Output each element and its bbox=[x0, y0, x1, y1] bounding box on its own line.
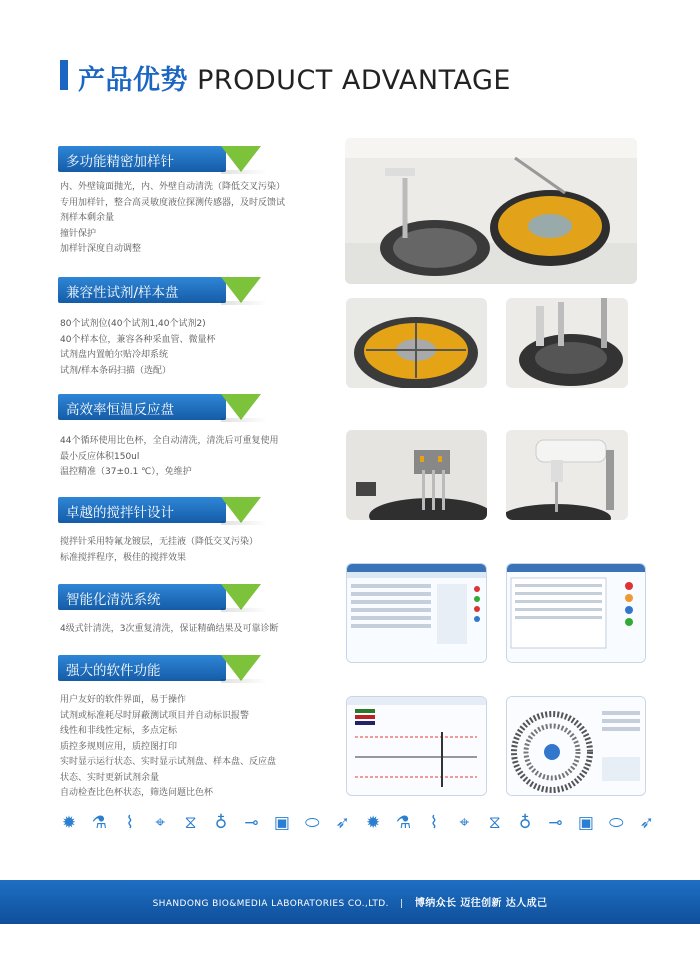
feature-line: 44个循环使用比色杯，全自动清洗，清洗后可重复使用 bbox=[60, 436, 279, 446]
stirring-arm-photo bbox=[506, 430, 628, 520]
syringe-icon: ➶ bbox=[639, 813, 654, 833]
section-header-triangle bbox=[221, 146, 261, 172]
footer-bar bbox=[0, 880, 700, 924]
section-title: 高效率恒温反应盘 bbox=[66, 402, 174, 418]
feature-section-cleaning bbox=[58, 584, 298, 638]
reagent-tray-photo bbox=[346, 298, 487, 388]
feature-section-stirring bbox=[58, 497, 298, 566]
feature-line: 温控精准（37±0.1 ℃），免维护 bbox=[60, 467, 192, 477]
feature-line: 80个试剂位(40个试剂1,40个试剂2) bbox=[60, 319, 206, 329]
feature-section-sampling-probe bbox=[58, 146, 298, 258]
stethoscope-icon: ♁ bbox=[518, 813, 532, 833]
test-tube-icon: ⌇ bbox=[125, 813, 134, 833]
software-screenshot-2 bbox=[506, 563, 646, 663]
software-screenshot-qc bbox=[346, 696, 487, 796]
feature-line: 标准搅拌程序，极佳的搅拌效果 bbox=[60, 552, 187, 563]
section-title: 智能化清洗系统 bbox=[66, 592, 161, 608]
stethoscope-icon: ♁ bbox=[214, 813, 228, 833]
test-tube-icon: ⌇ bbox=[429, 813, 439, 833]
sample-tray-photo bbox=[506, 298, 628, 388]
microscope-icon: ⌖ bbox=[155, 813, 165, 833]
section-title: 兼容性试剂/样本盘 bbox=[66, 285, 179, 301]
section-header bbox=[58, 497, 263, 523]
syringe-icon: ➶ bbox=[335, 813, 350, 833]
software-screenshot-1 bbox=[346, 563, 487, 663]
feature-section-reaction-tray bbox=[58, 394, 298, 481]
dna-icon: ⧖ bbox=[184, 813, 197, 833]
dna-icon: ⧖ bbox=[488, 813, 501, 833]
footer-text bbox=[0, 894, 700, 909]
probe-closeup-photo bbox=[346, 430, 487, 520]
analyzer-overview-photo bbox=[345, 138, 637, 284]
page-title bbox=[78, 58, 511, 97]
medicine-bottle-icon: ▣ bbox=[577, 813, 594, 833]
section-header bbox=[58, 394, 263, 420]
page-title-en: PRODUCT ADVANTAGE bbox=[197, 65, 511, 96]
feature-line: 状态、实时更新试剂余量 bbox=[60, 772, 160, 783]
thermometer-icon: ⊸ bbox=[244, 813, 259, 833]
feature-line: 线性和非线性定标，多点定标 bbox=[60, 726, 178, 736]
medical-icons-row bbox=[58, 808, 658, 838]
thermometer-icon: ⊸ bbox=[548, 813, 563, 833]
feature-line: 加样针深度自动调整 bbox=[60, 244, 142, 254]
feature-line: 试剂或标准耗尽时屏蔽测试项目并自动标识报警 bbox=[60, 710, 250, 721]
feature-line: 用户友好的软件界面，易于操作 bbox=[60, 695, 187, 705]
feature-section-reagent-tray bbox=[58, 277, 298, 379]
virus-icon: ✹ bbox=[365, 813, 381, 833]
pill-icon: ⬭ bbox=[304, 813, 320, 833]
company-slogan: 博纳众长 迈往创新 达人成己 bbox=[414, 898, 548, 909]
software-screenshot-tray-map bbox=[506, 696, 646, 796]
section-header bbox=[58, 146, 263, 172]
feature-line: 自动检查比色杯状态，筛选问题比色杯 bbox=[60, 788, 214, 798]
feature-line: 剂样本剩余量 bbox=[60, 213, 115, 223]
section-header bbox=[58, 584, 263, 610]
medicine-bottle-icon: ▣ bbox=[273, 813, 290, 833]
feature-line: 质控多规则应用，质控图打印 bbox=[60, 741, 178, 752]
pill-icon: ⬭ bbox=[609, 813, 624, 833]
page-title-cn: 产品优势 bbox=[78, 65, 188, 96]
feature-line: 专用加样针，整合高灵敏度液位探测传感器，及时反馈试 bbox=[60, 197, 286, 208]
title-accent-bar bbox=[60, 60, 68, 90]
feature-line: 40个样本位，兼容各种采血管、微量杯 bbox=[60, 334, 216, 345]
footer-separator: | bbox=[400, 899, 404, 909]
section-title: 强大的软件功能 bbox=[66, 663, 161, 679]
flask-icon: ⚗ bbox=[91, 813, 108, 833]
section-title: 多功能精密加样针 bbox=[66, 154, 174, 170]
feature-line: 搅拌针采用特氟龙镀层，无挂液（降低交叉污染） bbox=[60, 537, 259, 547]
flask-icon: ⚗ bbox=[395, 813, 412, 833]
section-title: 卓越的搅拌针设计 bbox=[66, 505, 174, 521]
section-header bbox=[58, 655, 263, 681]
microscope-icon: ⌖ bbox=[459, 813, 470, 833]
feature-line: 内、外壁镜面抛光，内、外壁自动清洗（降低交叉污染） bbox=[60, 182, 286, 192]
virus-icon: ✹ bbox=[61, 813, 77, 833]
company-name: SHANDONG BIO&MEDIA LABORATORIES CO.,LTD. bbox=[152, 899, 389, 909]
feature-section-software bbox=[58, 655, 298, 802]
feature-line: 实时显示运行状态、实时显示试剂盘、样本盘、反应盘 bbox=[60, 757, 277, 767]
feature-line: 最小反应体积150ul bbox=[60, 451, 140, 462]
feature-line: 试剂/样本条码扫描（选配） bbox=[60, 365, 172, 376]
feature-line: 撞针保护 bbox=[60, 228, 97, 239]
feature-line: 4级式针清洗，3次重复清洗，保证精确结果及可靠诊断 bbox=[60, 624, 279, 634]
feature-line: 试剂盘内置帕尔贴冷却系统 bbox=[60, 350, 169, 360]
section-header bbox=[58, 277, 263, 303]
